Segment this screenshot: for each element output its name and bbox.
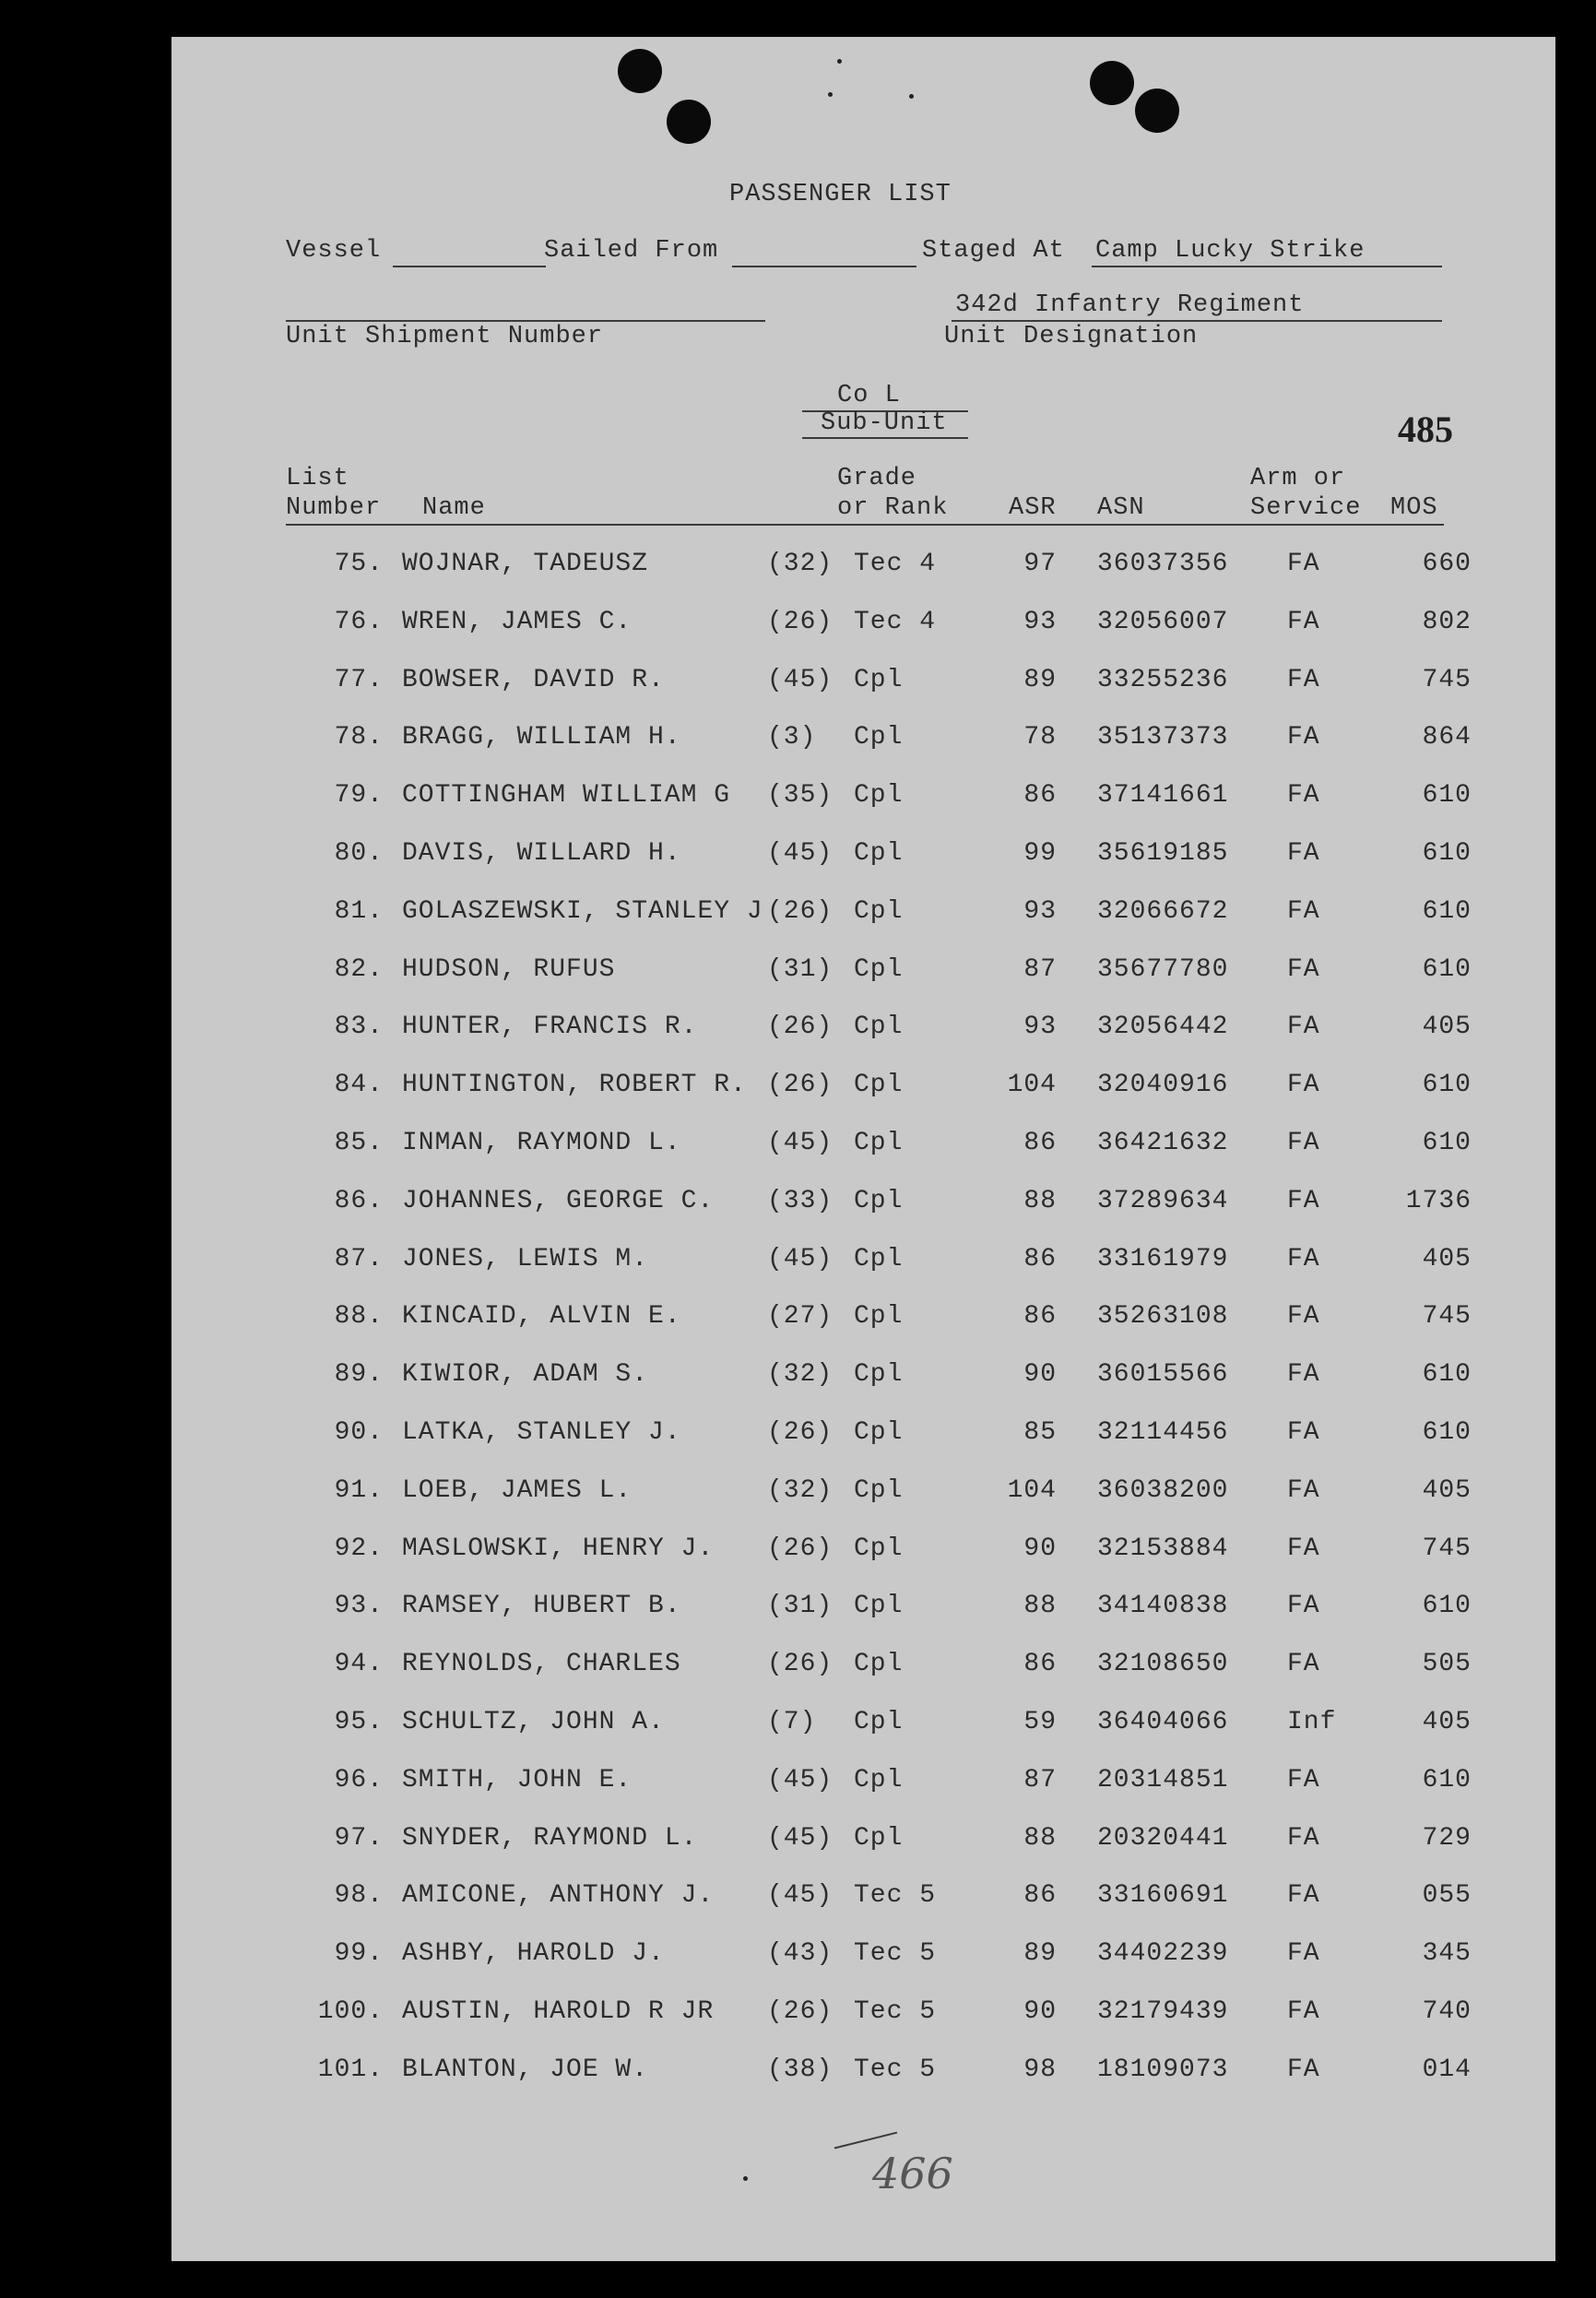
age: (7) — [767, 1708, 817, 1736]
arm: FA — [1287, 1360, 1320, 1390]
asr: 87 — [1023, 1765, 1057, 1795]
list-number: 83. — [334, 1013, 384, 1042]
asn: 32066672 — [1097, 896, 1229, 926]
table-row — [171, 1129, 1555, 1166]
passenger-name: BRAGG, WILLIAM H. — [402, 723, 681, 752]
col-name: Name — [422, 494, 486, 522]
arm: FA — [1287, 781, 1320, 811]
list-number: 95. — [334, 1708, 384, 1736]
speck — [837, 59, 842, 64]
grade: Cpl — [854, 1302, 904, 1332]
age: (31) — [767, 1592, 833, 1621]
asn: 36421632 — [1097, 1129, 1229, 1157]
passenger-name: KIWIOR, ADAM S. — [402, 1360, 649, 1390]
passenger-name: MASLOWSKI, HENRY J. — [402, 1534, 715, 1563]
table-row — [171, 1013, 1555, 1049]
grade: Tec 5 — [854, 1939, 937, 1969]
arm: FA — [1287, 896, 1320, 926]
asr: 90 — [1023, 1997, 1057, 2026]
arm: FA — [1287, 1129, 1320, 1157]
passenger-name: HUNTER, FRANCIS R. — [402, 1013, 698, 1042]
asn: 37141661 — [1097, 781, 1229, 811]
table-row — [171, 1071, 1555, 1108]
vessel-line — [393, 266, 546, 267]
table-row — [171, 781, 1555, 818]
arm: FA — [1287, 1939, 1320, 1969]
age: (45) — [767, 1129, 833, 1157]
passenger-name: BOWSER, DAVID R. — [402, 665, 665, 694]
asr: 78 — [1023, 723, 1057, 752]
list-number: 94. — [334, 1650, 384, 1679]
vessel-label: Vessel — [286, 237, 382, 265]
speck — [828, 92, 833, 97]
grade: Tec 5 — [854, 1997, 937, 2026]
mos: 405 — [1422, 1708, 1472, 1736]
asn: 32179439 — [1097, 1997, 1229, 2026]
table-row — [171, 1881, 1555, 1918]
col-asr: ASR — [1009, 494, 1057, 522]
age: (31) — [767, 954, 833, 984]
table-row — [171, 1997, 1555, 2034]
asn: 32056442 — [1097, 1013, 1229, 1042]
document-page — [171, 37, 1555, 2261]
list-number: 80. — [334, 839, 384, 868]
col-grade-bottom: or Rank — [837, 494, 949, 522]
mos: 745 — [1422, 1534, 1472, 1563]
arm: FA — [1287, 2055, 1320, 2084]
arm: FA — [1287, 1418, 1320, 1447]
passenger-name: RAMSEY, HUBERT B. — [402, 1592, 681, 1621]
asr: 97 — [1023, 550, 1057, 578]
table-row — [171, 1187, 1555, 1224]
table-row — [171, 1302, 1555, 1339]
sailed-from-line — [732, 266, 916, 267]
list-number: 100. — [317, 1997, 384, 2026]
age: (27) — [767, 1302, 833, 1332]
sub-unit-label: Sub-Unit — [821, 409, 948, 437]
table-row — [171, 608, 1555, 645]
mos: 610 — [1422, 1071, 1472, 1100]
mos: 610 — [1422, 781, 1472, 811]
mos: 610 — [1422, 954, 1472, 984]
mos: 610 — [1422, 1418, 1472, 1447]
grade: Cpl — [854, 1013, 904, 1042]
passenger-name: KINCAID, ALVIN E. — [402, 1302, 681, 1332]
asr: 88 — [1023, 1592, 1057, 1621]
age: (32) — [767, 1475, 833, 1505]
list-number: 96. — [334, 1765, 384, 1795]
col-list-number-bottom: Number — [286, 494, 382, 522]
list-number: 92. — [334, 1534, 384, 1563]
page-number: 485 — [1398, 409, 1453, 450]
asn: 32153884 — [1097, 1534, 1229, 1563]
asn: 35619185 — [1097, 839, 1229, 868]
handwritten-strike — [834, 2132, 897, 2150]
table-row — [171, 550, 1555, 586]
punch-hole — [667, 100, 711, 144]
asn: 33160691 — [1097, 1881, 1229, 1911]
age: (26) — [767, 896, 833, 926]
asr: 93 — [1023, 896, 1057, 926]
mos: 802 — [1422, 607, 1472, 636]
list-number: 76. — [334, 607, 384, 636]
asr: 86 — [1023, 1129, 1057, 1157]
sailed-from-label: Sailed From — [544, 237, 719, 265]
arm: Inf — [1287, 1708, 1337, 1736]
asn: 36037356 — [1097, 550, 1229, 578]
mos: 1736 — [1405, 1186, 1472, 1215]
grade: Cpl — [854, 723, 904, 752]
col-asn: ASN — [1097, 494, 1145, 522]
age: (38) — [767, 2055, 833, 2084]
grade: Cpl — [854, 1475, 904, 1505]
mos: 745 — [1422, 1302, 1472, 1332]
age: (32) — [767, 550, 833, 578]
asr: 59 — [1023, 1708, 1057, 1736]
grade: Cpl — [854, 839, 904, 868]
arm: FA — [1287, 1592, 1320, 1621]
sub-unit-value: Co L — [837, 382, 901, 409]
unit-designation-label: Unit Designation — [944, 323, 1199, 350]
grade: Cpl — [854, 896, 904, 926]
col-list-number-top: List — [286, 465, 349, 492]
mos: 729 — [1422, 1823, 1472, 1853]
asn: 20314851 — [1097, 1765, 1229, 1795]
arm: FA — [1287, 665, 1320, 694]
staged-at-label: Staged At — [922, 237, 1065, 265]
grade: Tec 5 — [854, 1881, 937, 1911]
grade: Cpl — [854, 1071, 904, 1100]
asn: 34402239 — [1097, 1939, 1229, 1969]
age: (45) — [767, 665, 833, 694]
unit-designation-value: 342d Infantry Regiment — [955, 291, 1305, 319]
passenger-name: LOEB, JAMES L. — [402, 1475, 632, 1505]
asn: 34140838 — [1097, 1592, 1229, 1621]
age: (45) — [767, 839, 833, 868]
asn: 36015566 — [1097, 1360, 1229, 1390]
arm: FA — [1287, 550, 1320, 578]
table-row — [171, 955, 1555, 992]
asn: 35677780 — [1097, 954, 1229, 984]
unit-designation-line — [952, 320, 1442, 322]
asr: 86 — [1023, 1650, 1057, 1679]
table-row — [171, 1708, 1555, 1745]
list-number: 91. — [334, 1475, 384, 1505]
list-number: 89. — [334, 1360, 384, 1390]
grade: Cpl — [854, 1186, 904, 1215]
mos: 610 — [1422, 1765, 1472, 1795]
mos: 740 — [1422, 1997, 1472, 2026]
table-row — [171, 1245, 1555, 1282]
list-number: 99. — [334, 1939, 384, 1969]
mos: 014 — [1422, 2055, 1472, 2084]
passenger-name: HUNTINGTON, ROBERT R. — [402, 1071, 747, 1100]
arm: FA — [1287, 839, 1320, 868]
punch-hole — [1135, 89, 1179, 133]
asr: 93 — [1023, 1013, 1057, 1042]
list-number: 93. — [334, 1592, 384, 1621]
arm: FA — [1287, 1475, 1320, 1505]
list-number: 77. — [334, 665, 384, 694]
asn: 18109073 — [1097, 2055, 1229, 2084]
age: (3) — [767, 723, 817, 752]
asr: 88 — [1023, 1186, 1057, 1215]
mos: 745 — [1422, 665, 1472, 694]
list-number: 101. — [317, 2055, 384, 2084]
arm: FA — [1287, 1823, 1320, 1853]
grade: Cpl — [854, 1765, 904, 1795]
asr: 104 — [1007, 1475, 1057, 1505]
table-row — [171, 1939, 1555, 1976]
asn: 32114456 — [1097, 1418, 1229, 1447]
passenger-name: SCHULTZ, JOHN A. — [402, 1708, 665, 1736]
asn: 20320441 — [1097, 1823, 1229, 1853]
arm: FA — [1287, 1013, 1320, 1042]
asn: 37289634 — [1097, 1186, 1229, 1215]
passenger-name: DAVIS, WILLARD H. — [402, 839, 681, 868]
mos: 610 — [1422, 1592, 1472, 1621]
arm: FA — [1287, 954, 1320, 984]
mos: 405 — [1422, 1475, 1472, 1505]
age: (26) — [767, 1534, 833, 1563]
asr: 99 — [1023, 839, 1057, 868]
age: (45) — [767, 1823, 833, 1853]
age: (45) — [767, 1244, 833, 1273]
passenger-name: WOJNAR, TADEUSZ — [402, 550, 649, 578]
list-number: 85. — [334, 1129, 384, 1157]
arm: FA — [1287, 1881, 1320, 1911]
asr: 86 — [1023, 1302, 1057, 1332]
age: (26) — [767, 607, 833, 636]
age: (33) — [767, 1186, 833, 1215]
mos: 405 — [1422, 1244, 1472, 1273]
punch-hole — [1090, 61, 1134, 105]
mos: 610 — [1422, 839, 1472, 868]
handwritten-number: 466 — [872, 2149, 953, 2198]
asr: 89 — [1023, 665, 1057, 694]
list-number: 98. — [334, 1881, 384, 1911]
asn: 36038200 — [1097, 1475, 1229, 1505]
table-row — [171, 1360, 1555, 1397]
asr: 86 — [1023, 1244, 1057, 1273]
age: (43) — [767, 1939, 833, 1969]
asn: 35137373 — [1097, 723, 1229, 752]
unit-shipment-line — [286, 320, 765, 322]
passenger-name: JONES, LEWIS M. — [402, 1244, 649, 1273]
punch-hole — [618, 49, 662, 93]
arm: FA — [1287, 1244, 1320, 1273]
passenger-name: BLANTON, JOE W. — [402, 2055, 649, 2084]
table-row — [171, 1824, 1555, 1861]
arm: FA — [1287, 1302, 1320, 1332]
passenger-name: JOHANNES, GEORGE C. — [402, 1186, 715, 1215]
asr: 104 — [1007, 1071, 1057, 1100]
arm: FA — [1287, 1071, 1320, 1100]
mos: 405 — [1422, 1013, 1472, 1042]
speck — [743, 2176, 748, 2181]
age: (32) — [767, 1360, 833, 1390]
col-arm-bottom: Service — [1250, 494, 1362, 522]
asn: 33255236 — [1097, 665, 1229, 694]
speck — [909, 94, 914, 99]
grade: Cpl — [854, 1244, 904, 1273]
grade: Cpl — [854, 1650, 904, 1679]
list-number: 79. — [334, 781, 384, 811]
passenger-name: SMITH, JOHN E. — [402, 1765, 632, 1795]
col-mos: MOS — [1390, 494, 1438, 522]
mos: 345 — [1422, 1939, 1472, 1969]
passenger-name: SNYDER, RAYMOND L. — [402, 1823, 698, 1853]
document-title: PASSENGER LIST — [729, 181, 952, 208]
passenger-name: WREN, JAMES C. — [402, 607, 632, 636]
asn: 33161979 — [1097, 1244, 1229, 1273]
grade: Cpl — [854, 781, 904, 811]
table-row — [171, 839, 1555, 876]
passenger-name: INMAN, RAYMOND L. — [402, 1129, 681, 1157]
asr: 98 — [1023, 2055, 1057, 2084]
table-row — [171, 1534, 1555, 1571]
age: (45) — [767, 1881, 833, 1911]
table-row — [171, 897, 1555, 934]
asr: 86 — [1023, 1881, 1057, 1911]
list-number: 78. — [334, 723, 384, 752]
table-row — [171, 1592, 1555, 1629]
asr: 85 — [1023, 1418, 1057, 1447]
mos: 660 — [1422, 550, 1472, 578]
grade: Cpl — [854, 1418, 904, 1447]
mos: 055 — [1422, 1881, 1472, 1911]
asr: 90 — [1023, 1534, 1057, 1563]
col-grade-top: Grade — [837, 465, 917, 492]
grade: Tec 4 — [854, 550, 937, 578]
grade: Cpl — [854, 1360, 904, 1390]
table-row — [171, 1418, 1555, 1455]
table-row — [171, 723, 1555, 760]
arm: FA — [1287, 1997, 1320, 2026]
age: (26) — [767, 1997, 833, 2026]
mos: 610 — [1422, 1129, 1472, 1157]
passenger-name: AUSTIN, HAROLD R JR — [402, 1997, 715, 2026]
age: (26) — [767, 1650, 833, 1679]
arm: FA — [1287, 607, 1320, 636]
asn: 36404066 — [1097, 1708, 1229, 1736]
table-row — [171, 2055, 1555, 2092]
table-row — [171, 666, 1555, 703]
asr: 88 — [1023, 1823, 1057, 1853]
grade: Cpl — [854, 665, 904, 694]
age: (26) — [767, 1071, 833, 1100]
passenger-name: AMICONE, ANTHONY J. — [402, 1881, 715, 1911]
unit-shipment-label: Unit Shipment Number — [286, 323, 604, 350]
arm: FA — [1287, 1765, 1320, 1795]
age: (35) — [767, 781, 833, 811]
header-rule — [286, 524, 1444, 526]
list-number: 86. — [334, 1186, 384, 1215]
asn: 32040916 — [1097, 1071, 1229, 1100]
grade: Cpl — [854, 954, 904, 984]
staged-at-value: Camp Lucky Strike — [1095, 237, 1365, 265]
grade: Cpl — [854, 1534, 904, 1563]
passenger-name: HUDSON, RUFUS — [402, 954, 616, 984]
list-number: 97. — [334, 1823, 384, 1853]
list-number: 75. — [334, 550, 384, 578]
arm: FA — [1287, 1534, 1320, 1563]
staged-at-line — [1092, 266, 1442, 267]
list-number: 82. — [334, 954, 384, 984]
age: (26) — [767, 1013, 833, 1042]
col-arm-top: Arm or — [1250, 465, 1346, 492]
grade: Cpl — [854, 1129, 904, 1157]
list-number: 84. — [334, 1071, 384, 1100]
grade: Cpl — [854, 1708, 904, 1736]
passenger-name: GOLASZEWSKI, STANLEY J — [402, 896, 763, 926]
list-number: 88. — [334, 1302, 384, 1332]
asn: 32108650 — [1097, 1650, 1229, 1679]
grade: Cpl — [854, 1592, 904, 1621]
asn: 35263108 — [1097, 1302, 1229, 1332]
age: (45) — [767, 1765, 833, 1795]
asr: 90 — [1023, 1360, 1057, 1390]
mos: 505 — [1422, 1650, 1472, 1679]
mos: 610 — [1422, 1360, 1472, 1390]
arm: FA — [1287, 723, 1320, 752]
table-row — [171, 1766, 1555, 1803]
asr: 86 — [1023, 781, 1057, 811]
grade: Tec 4 — [854, 607, 937, 636]
list-number: 87. — [334, 1244, 384, 1273]
arm: FA — [1287, 1186, 1320, 1215]
table-row — [171, 1476, 1555, 1513]
list-number: 81. — [334, 896, 384, 926]
asn: 32056007 — [1097, 607, 1229, 636]
list-number: 90. — [334, 1418, 384, 1447]
passenger-name: LATKA, STANLEY J. — [402, 1418, 681, 1447]
mos: 864 — [1422, 723, 1472, 752]
table-row — [171, 1650, 1555, 1687]
asr: 87 — [1023, 954, 1057, 984]
age: (26) — [767, 1418, 833, 1447]
passenger-name: REYNOLDS, CHARLES — [402, 1650, 681, 1679]
grade: Cpl — [854, 1823, 904, 1853]
passenger-name: ASHBY, HAROLD J. — [402, 1939, 665, 1969]
asr: 89 — [1023, 1939, 1057, 1969]
mos: 610 — [1422, 896, 1472, 926]
sub-unit-underline — [802, 437, 968, 439]
asr: 93 — [1023, 607, 1057, 636]
passenger-name: COTTINGHAM WILLIAM G — [402, 781, 731, 811]
grade: Tec 5 — [854, 2055, 937, 2084]
arm: FA — [1287, 1650, 1320, 1679]
